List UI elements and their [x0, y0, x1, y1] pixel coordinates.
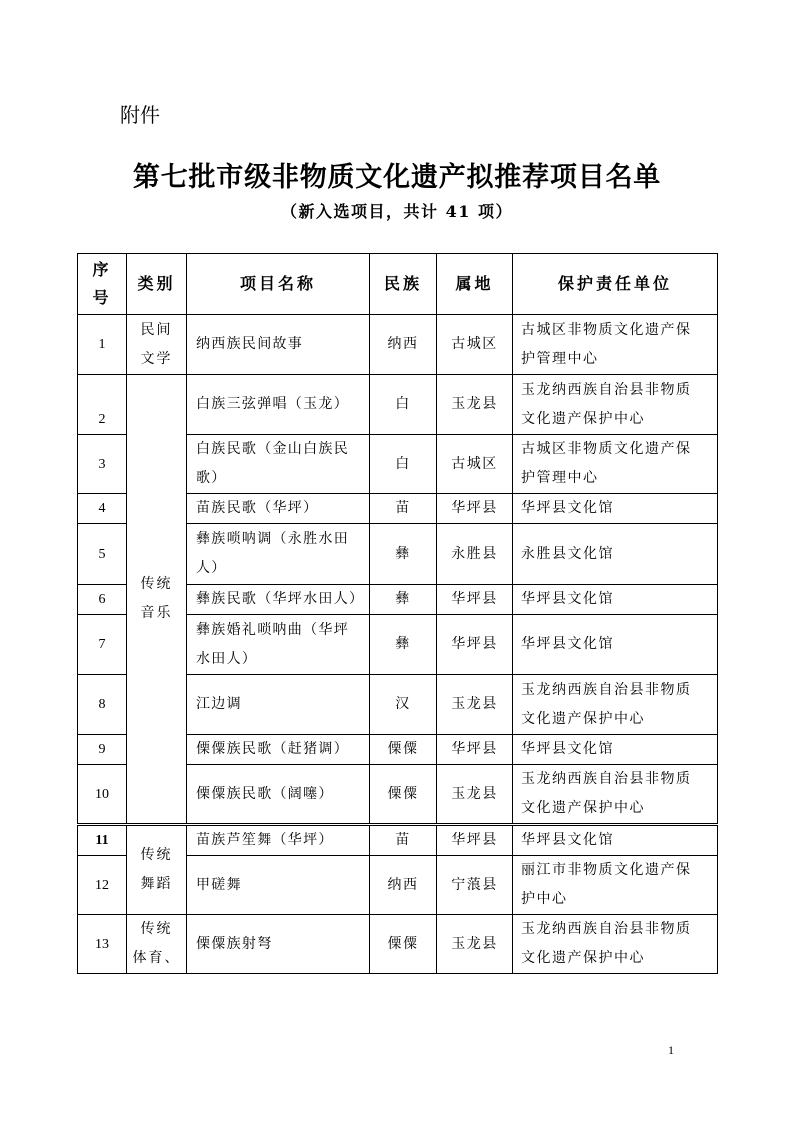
unit-line: 华坪县文化馆	[521, 591, 614, 607]
cell-ethnicity: 纳西	[370, 315, 437, 375]
cell-name	[187, 315, 370, 375]
cell-location: 玉龙县	[437, 675, 513, 735]
cell-location: 玉龙县	[437, 915, 513, 974]
unit-line: 文化遗产保护中心	[521, 950, 645, 966]
cell-location: 华坪县	[437, 825, 513, 856]
cell-location: 古城区	[437, 435, 513, 494]
name-line: 彝族民歌（华坪水田人）	[196, 591, 365, 607]
cell-location: 华坪县	[437, 494, 513, 524]
cell-unit	[513, 915, 718, 974]
cell-location: 永胜县	[437, 524, 513, 585]
cell-unit	[513, 524, 718, 585]
unit-line: 玉龙纳西族自治县非物质	[521, 381, 692, 398]
unit-line: 华坪县文化馆	[521, 636, 614, 652]
cell-ethnicity: 苗	[370, 825, 437, 856]
cell-no: 6	[78, 585, 127, 615]
category-line: 体育、	[132, 950, 181, 966]
unit-line: 护管理中心	[521, 350, 599, 367]
cell-ethnicity: 苗	[370, 494, 437, 524]
cell-ethnicity: 彝	[370, 524, 437, 585]
table-row	[78, 825, 718, 856]
cell-ethnicity: 白	[370, 435, 437, 494]
document-subtitle: （新入选项目，共计 41 项）	[281, 202, 513, 221]
name-line: 傈僳族射弩	[196, 935, 273, 952]
unit-line: 文化遗产保护中心	[521, 800, 645, 816]
cell-name	[187, 765, 370, 825]
cell-name	[187, 435, 370, 494]
header-cell-no	[78, 254, 127, 315]
cell-no: 13	[78, 915, 127, 974]
cell-name	[187, 585, 370, 615]
name-line: 江边调	[196, 696, 242, 712]
cell-unit	[513, 375, 718, 435]
unit-line: 永胜县文化馆	[521, 545, 614, 562]
unit-line: 玉龙纳西族自治县非物质	[521, 681, 692, 698]
unit-line: 丽江市非物质文化遗产保	[521, 862, 692, 878]
cell-unit	[513, 315, 718, 375]
cell-no: 10	[78, 765, 127, 825]
cell-no: 11	[78, 825, 127, 856]
document-title: 第七批市级非物质文化遗产拟推荐项目名单	[132, 162, 662, 193]
name-line: 彝族唢呐调（永胜水田	[196, 531, 349, 547]
cell-ethnicity: 白	[370, 375, 437, 435]
cell-location: 华坪县	[437, 615, 513, 675]
cell-ethnicity: 傈僳	[370, 915, 437, 974]
cell-no: 12	[78, 856, 127, 915]
cell-unit	[513, 856, 718, 915]
cell-name	[187, 735, 370, 765]
cell-location: 玉龙县	[437, 765, 513, 825]
unit-line: 玉龙纳西族自治县非物质	[521, 771, 692, 787]
cell-ethnicity: 彝	[370, 615, 437, 675]
name-line: 纳西族民间故事	[196, 336, 304, 352]
unit-line: 玉龙纳西族自治县非物质	[521, 921, 692, 937]
category-line: 音乐	[140, 605, 173, 621]
name-line: 水田人）	[196, 650, 258, 667]
header-cell-category: 类别	[127, 254, 187, 315]
cell-unit	[513, 435, 718, 494]
name-line: 白族民歌（金山白族民	[196, 441, 349, 457]
cell-ethnicity: 傈僳	[370, 765, 437, 825]
cell-name	[187, 615, 370, 675]
cell-no: 4	[78, 494, 127, 524]
cell-no: 3	[78, 435, 127, 494]
unit-line: 华坪县文化馆	[521, 500, 614, 516]
header-no-line: 序	[92, 260, 112, 279]
category-line: 舞蹈	[140, 876, 173, 892]
name-line: 傈僳族民歌（赶猪调）	[196, 741, 349, 757]
unit-line: 护中心	[521, 891, 568, 907]
unit-line: 文化遗产保护中心	[521, 710, 645, 727]
name-line: 彝族婚礼唢呐曲（华坪	[196, 621, 349, 638]
cell-unit	[513, 825, 718, 856]
unit-line: 华坪县文化馆	[521, 832, 614, 848]
cell-name	[187, 825, 370, 856]
cell-location: 华坪县	[437, 585, 513, 615]
cell-no: 8	[78, 675, 127, 735]
header-cell-unit: 保护责任单位	[513, 254, 718, 315]
page-number: 1	[668, 1043, 674, 1057]
name-line: 甲磋舞	[196, 876, 242, 893]
cell-name	[187, 675, 370, 735]
cell-unit	[513, 735, 718, 765]
cell-no: 1	[78, 315, 127, 375]
cell-unit	[513, 585, 718, 615]
cell-name	[187, 915, 370, 974]
category-line: 民间	[140, 321, 173, 338]
unit-line: 华坪县文化馆	[521, 741, 614, 757]
cell-unit	[513, 615, 718, 675]
cell-location: 玉龙县	[437, 375, 513, 435]
cell-category	[127, 315, 187, 375]
cell-ethnicity: 傈僳	[370, 735, 437, 765]
table-row	[78, 915, 718, 974]
cell-location: 华坪县	[437, 735, 513, 765]
table-row	[78, 375, 718, 435]
cell-location: 宁蒗县	[437, 856, 513, 915]
name-line: 白族三弦弹唱（玉龙）	[196, 396, 349, 412]
project-table	[77, 253, 718, 974]
header-cell-ethnicity: 民族	[370, 254, 437, 315]
cell-unit	[513, 675, 718, 735]
table-row	[78, 315, 718, 375]
unit-line: 古城区非物质文化遗产保	[521, 441, 692, 457]
cell-name	[187, 375, 370, 435]
category-line: 传统	[140, 576, 173, 592]
cell-unit	[513, 765, 718, 825]
cell-name	[187, 524, 370, 585]
header-no-line: 号	[92, 288, 112, 307]
category-line: 文学	[140, 350, 173, 367]
unit-line: 古城区非物质文化遗产保	[521, 321, 692, 338]
cell-category	[127, 915, 187, 974]
cell-ethnicity: 汉	[370, 675, 437, 735]
cell-category	[127, 375, 187, 825]
cell-ethnicity: 彝	[370, 585, 437, 615]
cell-ethnicity: 纳西	[370, 856, 437, 915]
unit-line: 护管理中心	[521, 470, 599, 486]
cell-no: 7	[78, 615, 127, 675]
unit-line: 文化遗产保护中心	[521, 410, 645, 427]
name-line: 歌）	[196, 470, 227, 486]
cell-name	[187, 494, 370, 524]
table-header-row	[78, 254, 718, 315]
cell-unit	[513, 494, 718, 524]
cell-no: 9	[78, 735, 127, 765]
cell-no: 5	[78, 524, 127, 585]
attachment-label: 附件	[120, 103, 160, 127]
cell-category	[127, 825, 187, 915]
cell-name	[187, 856, 370, 915]
name-line: 苗族民歌（华坪）	[196, 500, 319, 516]
category-line: 传统	[140, 847, 173, 863]
name-line: 苗族芦笙舞（华坪）	[196, 832, 334, 848]
header-cell-location: 属地	[437, 254, 513, 315]
name-line: 人）	[196, 560, 227, 576]
category-line: 传统	[140, 921, 173, 937]
cell-no: 2	[78, 375, 127, 435]
header-cell-name: 项目名称	[187, 254, 370, 315]
cell-location: 古城区	[437, 315, 513, 375]
name-line: 傈僳族民歌（阔噻）	[196, 785, 334, 802]
